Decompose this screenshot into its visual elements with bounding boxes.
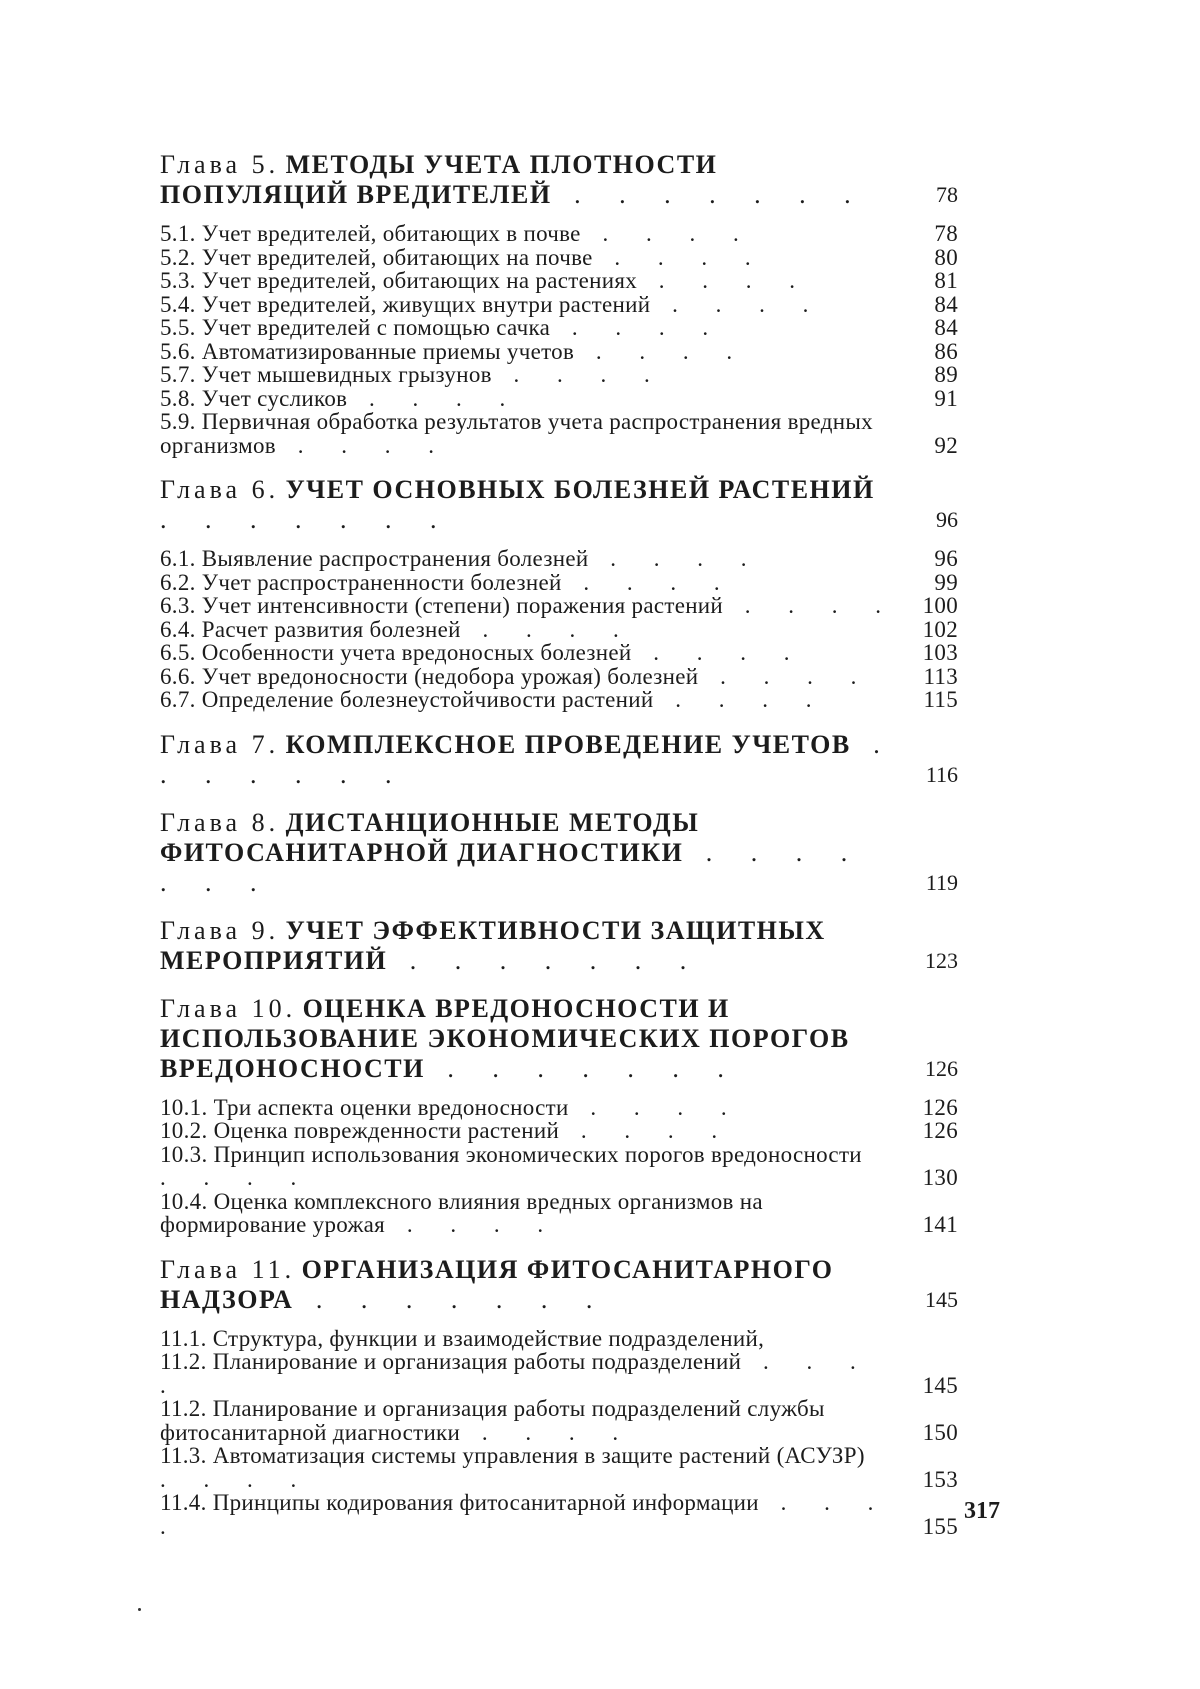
chapter-label: Глава 11.: [160, 1254, 296, 1284]
section-number: 6.4.: [160, 616, 196, 642]
section-title: Определение болезнеустойчивости растений: [201, 687, 654, 712]
chapter-page: 119: [925, 869, 958, 895]
section-text: [160, 547, 902, 571]
section-text: [160, 1327, 902, 1351]
leader-dots: . . . . . . .: [160, 729, 896, 789]
section-entry: [160, 222, 958, 246]
section-entry: [160, 387, 958, 411]
section-entry: [160, 547, 958, 571]
section-number: 5.1.: [160, 221, 196, 246]
chapter-title: ОЦЕНКА ВРЕДОНОСНОСТИ И ИСПОЛЬЗОВАНИЕ ЭКОНОМИЧЕСКИХ ПОРОГОВ ВРЕДОНОСНОСТИ: [160, 993, 850, 1083]
section-title: Учет вредителей, обитающих на растениях: [201, 268, 637, 293]
section-number: 5.3.: [160, 268, 196, 293]
section-page: 81: [934, 268, 958, 293]
section-number: 5.5.: [160, 315, 196, 340]
section-page: 103: [922, 640, 958, 665]
section-number: 11.2.: [160, 1349, 207, 1374]
section-title: Принцип использования экономических порогов вредоносности: [213, 1141, 862, 1167]
chapter-label: Глава 5.: [160, 150, 280, 179]
leader-dots: . . . .: [385, 1212, 560, 1237]
leader-dots: . . . .: [650, 291, 825, 317]
section-page: 100: [922, 593, 958, 618]
section-title: Планирование и организация работы подразделений службы фитосанитарной диагностики: [160, 1396, 825, 1445]
section-number: 11.2.: [160, 1396, 207, 1421]
section-page: 96: [934, 546, 958, 571]
chapter-entry: [160, 1255, 958, 1315]
section-title: Учет интенсивности (степени) поражения растений: [201, 593, 724, 618]
leader-dots: . . . . . . .: [387, 945, 703, 975]
section-text: [160, 293, 902, 317]
section-list: [160, 1327, 958, 1539]
section-number: 11.1.: [160, 1325, 207, 1351]
section-text: [160, 246, 902, 270]
leader-dots: . . . .: [275, 432, 450, 458]
section-text: [160, 618, 902, 642]
section-entry: [160, 269, 958, 293]
section-title: Оценка поврежденности растений: [213, 1118, 560, 1143]
section-number: 5.7.: [160, 362, 196, 387]
section-number: 6.1.: [160, 546, 196, 571]
section-title: Принципы кодирования фитосанитарной информации: [212, 1490, 759, 1515]
section-page: 141: [922, 1212, 958, 1237]
section-text: [160, 641, 902, 665]
section-title: Учет распространенности болезней: [201, 569, 562, 595]
section-title: Учет вредоносности (недобора урожая) болезней: [201, 663, 699, 689]
section-number: 5.8.: [160, 385, 196, 411]
section-list: [160, 547, 958, 712]
section-entry: [160, 246, 958, 270]
section-entry: [160, 688, 958, 712]
leader-dots: . . . . . . .: [160, 505, 453, 534]
section-title: Структура, функции и взаимодействие подразделений,: [212, 1325, 765, 1351]
chapter-page: 116: [925, 761, 958, 787]
section-number: 6.6.: [160, 663, 196, 689]
section-title: Оценка комплексного влияния вредных организмов на формирование урожая: [160, 1188, 763, 1237]
leader-dots: . . . .: [698, 663, 873, 689]
section-list: [160, 222, 958, 457]
section-page: 113: [923, 663, 958, 689]
section-text: [160, 1444, 902, 1491]
section-text: [160, 1096, 902, 1120]
chapter-label: Глава 8.: [160, 807, 280, 837]
section-page: 126: [922, 1094, 958, 1120]
section-number: 6.5.: [160, 640, 196, 665]
leader-dots: . . . . . . .: [293, 1284, 609, 1314]
section-entry: [160, 1190, 958, 1237]
section-entry: [160, 316, 958, 340]
section-text: [160, 1491, 902, 1538]
section-text: [160, 1190, 902, 1237]
chapter-label: Глава 10.: [160, 993, 297, 1023]
section-entry: [160, 410, 958, 457]
section-entry: [160, 1327, 958, 1351]
section-title: Расчет развития болезней: [201, 616, 461, 642]
section-entry: [160, 1491, 958, 1538]
chapter-title: МЕТОДЫ УЧЕТА ПЛОТНОСТИ ПОПУЛЯЦИЙ ВРЕДИТЕЛЕЙ: [160, 150, 718, 209]
print-speck: [138, 1608, 141, 1611]
section-text: [160, 363, 902, 387]
section-title: Выявление распространения болезней: [201, 546, 589, 571]
leader-dots: . . . .: [637, 268, 811, 293]
chapter-label: Глава 6.: [160, 475, 280, 504]
section-title: Планирование и организация работы подразделений: [212, 1349, 742, 1374]
section-page: 80: [934, 244, 958, 270]
section-entry: [160, 571, 958, 595]
chapter-page: 145: [925, 1286, 958, 1312]
section-page: 150: [922, 1419, 958, 1445]
section-entry: [160, 1119, 958, 1143]
table-of-contents: [160, 132, 958, 1538]
page-number: 317: [964, 1498, 1000, 1524]
chapter-heading: [160, 475, 902, 535]
leader-dots: . . . .: [653, 687, 828, 712]
chapter-label: Глава 9.: [160, 915, 280, 945]
section-entry: [160, 618, 958, 642]
chapter-entry: [160, 150, 958, 210]
section-text: [160, 316, 902, 340]
leader-dots: . . . .: [631, 640, 806, 665]
section-title: Автоматизированные приемы учетов: [201, 338, 575, 364]
section-page: 89: [934, 362, 958, 387]
section-title: Три аспекта оценки вредоносности: [213, 1094, 569, 1120]
section-text: [160, 222, 902, 246]
section-number: 10.3.: [160, 1141, 208, 1167]
section-number: 5.4.: [160, 291, 196, 317]
section-number: 11.3.: [160, 1443, 207, 1468]
chapter-page: 78: [936, 182, 958, 207]
leader-dots: . . . .: [160, 1466, 313, 1492]
leader-dots: . . . .: [580, 221, 755, 246]
section-number: 5.6.: [160, 338, 196, 364]
chapter-entry: [160, 994, 958, 1084]
chapter-entry: [160, 475, 958, 535]
chapter-title: УЧЕТ ОСНОВНЫХ БОЛЕЗНЕЙ РАСТЕНИЙ: [285, 475, 875, 504]
section-text: [160, 1397, 902, 1444]
section-number: 5.2.: [160, 244, 196, 270]
section-number: 6.3.: [160, 593, 196, 618]
chapter-title: ОРГАНИЗАЦИЯ ФИТОСАНИТАРНОГО НАДЗОРА: [160, 1254, 834, 1314]
section-entry: [160, 665, 958, 689]
section-page: 78: [934, 221, 958, 246]
section-text: [160, 594, 902, 618]
section-title: Автоматизация системы управления в защите растений (АСУЗР): [212, 1443, 865, 1468]
section-page: 102: [922, 616, 958, 642]
section-title: Учет вредителей, обитающих на почве: [201, 244, 593, 270]
leader-dots: . . . .: [160, 1349, 872, 1398]
chapter-page: 96: [936, 507, 958, 532]
leader-dots: . . . .: [588, 546, 763, 571]
leader-dots: . . . .: [559, 1118, 734, 1143]
chapter-entry: [160, 916, 958, 976]
leader-dots: . . . .: [550, 315, 725, 340]
section-entry: [160, 1143, 958, 1190]
section-entry: [160, 641, 958, 665]
section-page: 92: [934, 432, 958, 458]
chapter-heading: [160, 994, 902, 1084]
section-entry: [160, 340, 958, 364]
section-page: 84: [934, 315, 958, 340]
section-title: Учет вредителей с помощью сачка: [201, 315, 551, 340]
section-entry: [160, 594, 958, 618]
leader-dots: . . . .: [723, 593, 898, 618]
section-number: 10.1.: [160, 1094, 208, 1120]
section-title: Учет сусликов: [201, 385, 348, 411]
section-page: 115: [923, 687, 958, 712]
section-text: [160, 571, 902, 595]
section-page: 130: [922, 1165, 958, 1190]
section-text: [160, 410, 902, 457]
section-entry: [160, 1096, 958, 1120]
section-entry: [160, 1397, 958, 1444]
leader-dots: . . . .: [491, 362, 666, 387]
section-title: Учет вредителей, живущих внутри растений: [201, 291, 651, 317]
section-entry: [160, 1350, 958, 1397]
section-text: [160, 1119, 902, 1143]
leader-dots: . . . .: [561, 569, 736, 595]
chapter-page: 126: [925, 1055, 958, 1081]
section-page: 91: [934, 385, 958, 411]
section-entry: [160, 363, 958, 387]
section-title: Особенности учета вредоносных болезней: [201, 640, 632, 665]
section-page: 86: [934, 338, 958, 364]
section-page: 145: [922, 1372, 958, 1398]
section-title: Первичная обработка результатов учета распространения вредных организмов: [160, 409, 873, 458]
section-number: 6.7.: [160, 687, 196, 712]
chapter-heading: [160, 1255, 902, 1315]
section-text: [160, 387, 902, 411]
leader-dots: . . . .: [460, 616, 635, 642]
chapter-entry: [160, 730, 958, 790]
section-page: 155: [922, 1513, 958, 1539]
section-entry: [160, 1444, 958, 1491]
section-number: 10.4.: [160, 1188, 208, 1214]
section-entry: [160, 293, 958, 317]
chapter-title: УЧЕТ ЭФФЕКТИВНОСТИ ЗАЩИТНЫХ МЕРОПРИЯТИЙ: [160, 915, 826, 975]
section-page: 126: [922, 1118, 958, 1143]
leader-dots: . . . .: [160, 1490, 890, 1539]
chapter-page: 123: [925, 947, 958, 973]
chapter-entry: [160, 808, 958, 898]
section-page: 99: [934, 569, 958, 595]
section-page: 84: [934, 291, 958, 317]
leader-dots: . . . .: [568, 1094, 743, 1120]
section-number: 11.4.: [160, 1490, 207, 1515]
chapter-heading: [160, 150, 902, 210]
leader-dots: . . . .: [347, 385, 522, 411]
section-text: [160, 340, 902, 364]
chapter-heading: [160, 808, 902, 898]
chapter-title: ДИСТАНЦИОННЫЕ МЕТОДЫ ФИТОСАНИТАРНОЙ ДИАГНОСТИКИ: [160, 807, 700, 867]
section-list: [160, 1096, 958, 1237]
section-text: [160, 1143, 902, 1190]
leader-dots: . . . .: [574, 338, 749, 364]
chapter-title: КОМПЛЕКСНОЕ ПРОВЕДЕНИЕ УЧЕТОВ: [285, 729, 851, 759]
section-text: [160, 688, 902, 712]
leader-dots: . . . . . . .: [424, 1053, 740, 1083]
section-page: 153: [922, 1466, 958, 1492]
section-number: 10.2.: [160, 1118, 208, 1143]
leader-dots: . . . . . . .: [551, 180, 867, 209]
chapter-heading: [160, 730, 902, 790]
leader-dots: . . . .: [160, 1165, 313, 1190]
section-text: [160, 1350, 902, 1397]
leader-dots: . . . .: [460, 1419, 635, 1445]
leader-dots: . . . . . . .: [160, 837, 864, 897]
leader-dots: . . . .: [592, 244, 767, 270]
chapter-heading: [160, 916, 902, 976]
section-title: Учет мышевидных грызунов: [201, 362, 492, 387]
section-title: Учет вредителей, обитающих в почве: [201, 221, 581, 246]
section-number: 5.9.: [160, 409, 196, 434]
section-text: [160, 269, 902, 293]
chapter-label: Глава 7.: [160, 729, 280, 759]
section-number: 6.2.: [160, 569, 196, 595]
section-text: [160, 665, 902, 689]
